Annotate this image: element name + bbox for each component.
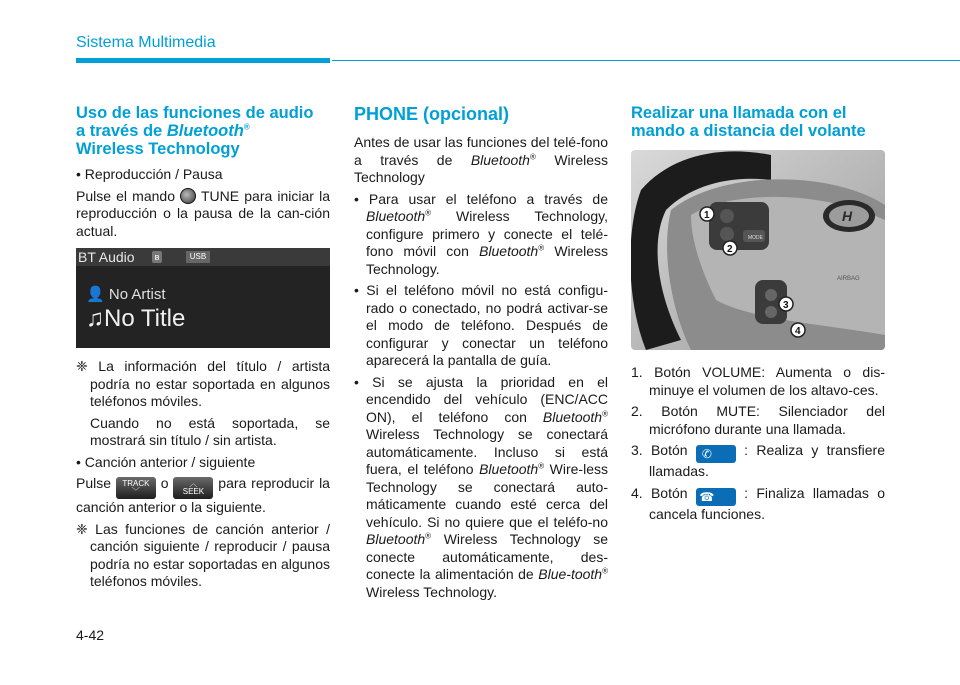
header-rule-thin xyxy=(332,60,960,61)
phone-bullet-1: • Para usar el teléfono a través de Bluetooth® Wireless Technology, configure primero y conecte el telé-fono móvil con Bluetooth® Wireless Technology. xyxy=(354,190,608,277)
end-call-button-icon: ☎ xyxy=(696,488,736,506)
svg-text:2: 2 xyxy=(727,244,733,255)
phone-heading: PHONE (opcional) xyxy=(354,104,510,124)
bt-audio-screen xyxy=(76,248,330,348)
person-icon: 👤 xyxy=(86,286,105,303)
svg-text:3: 3 xyxy=(783,300,789,311)
item-call: 3. Botón ✆ : Realiza y transfiere llamadas. xyxy=(631,442,885,479)
screen-title: ♫No Title xyxy=(86,305,186,332)
airbag-label: AIRBAG xyxy=(837,276,860,282)
callout-3 xyxy=(779,297,793,311)
bullet-prev-next: • Canción anterior / siguiente xyxy=(76,453,256,470)
note-title-artist-cont: Cuando no está soportada, se mostrará sin título / sin artista. xyxy=(90,414,330,448)
seek-button-icon: ︿ SEEK xyxy=(173,477,213,499)
track-button-icon: TRACK ﹀ xyxy=(116,477,156,499)
note-playback: ❈ Las funciones de canción anterior / canción siguiente / reproducir / pausa podría no estar soportadas en algunos teléfonos móviles. xyxy=(76,520,331,589)
phone-bullet-2: • Si el teléfono móvil no está configu-rado o conectado, no podrá activar-se el modo de teléfono. Después de configurar y conectar un teléfono aparecerá la pantalla de guía. xyxy=(354,282,608,368)
item-volume: 1. Botón VOLUME: Aumenta o dis-minuye el volumen de los altavo-ces. xyxy=(631,364,885,398)
bluetooth-icon: ʙ xyxy=(152,251,162,263)
callout-4 xyxy=(791,323,805,337)
item-mute: 2. Botón MUTE: Silenciador del micrófono durante una llamada. xyxy=(631,403,885,437)
paragraph-tune: Pulse el mando TUNE para iniciar la reproducción o la pausa de la can-ción actual. xyxy=(76,187,330,239)
phone-intro: Antes de usar las funciones del telé-fono a través de Bluetooth® Wireless Technology xyxy=(354,134,608,185)
column-steering-remote xyxy=(631,104,885,527)
page-number: 4-42 xyxy=(76,627,105,643)
steering-heading: Realizar una llamada con el mando a distancia del volante xyxy=(631,104,866,140)
header-rule-thick xyxy=(76,58,330,63)
screen-artist: 👤 No Artist xyxy=(86,286,166,303)
item-end-call: 4. Botón ☎ : Finaliza llamadas o cancela funciones. xyxy=(631,484,885,522)
svg-text:H: H xyxy=(842,208,853,224)
music-note-icon: ♫ xyxy=(86,305,104,332)
screen-bt-audio-label: BT Audio xyxy=(78,249,135,265)
phone-bullet-3: • Si se ajusta la prioridad en el encendido del vehículo (ENC/ACC ON), el teléfono con Bluetooth® Wireless Technology se conectará automáticamente. Incluso si está fuera, el teléfono Bluetooth® Wire-less Technology se conectará auto-máticamente cuando esté cerca del vehículo. Si no quiere que el teléfo-no Bluetooth® Wireless Technology se conecte automáticamente, des-conecte la alimentación de Blue-tooth® Wireless Technology. xyxy=(354,373,608,600)
section-title: Sistema Multimedia xyxy=(76,34,216,51)
column-phone xyxy=(354,104,608,605)
callout-1 xyxy=(700,207,714,221)
screen-status-bar xyxy=(76,248,330,266)
svg-text:1: 1 xyxy=(704,210,710,221)
bullet-play-pause: • Reproducción / Pausa xyxy=(76,166,223,182)
call-button-icon: ✆ xyxy=(696,445,736,463)
wheel-mode-label: MODE xyxy=(748,235,763,241)
paragraph-track-seek: Pulse TRACK ﹀ o ︿ SEEK para reproducir la canción anterior o la siguiente. xyxy=(76,475,330,515)
audio-heading: Uso de las funciones de audio a través de Bluetooth® Wireless Technology xyxy=(76,104,314,158)
column-audio xyxy=(76,104,330,595)
tune-knob-icon xyxy=(180,188,196,204)
usb-badge: USB xyxy=(186,251,210,263)
steering-wheel-image xyxy=(631,150,885,350)
svg-text:4: 4 xyxy=(795,326,801,337)
callout-2 xyxy=(723,241,737,255)
note-title-artist: ❈ La información del título / artista podría no estar soportada en algunos teléfonos móviles. xyxy=(76,358,330,409)
